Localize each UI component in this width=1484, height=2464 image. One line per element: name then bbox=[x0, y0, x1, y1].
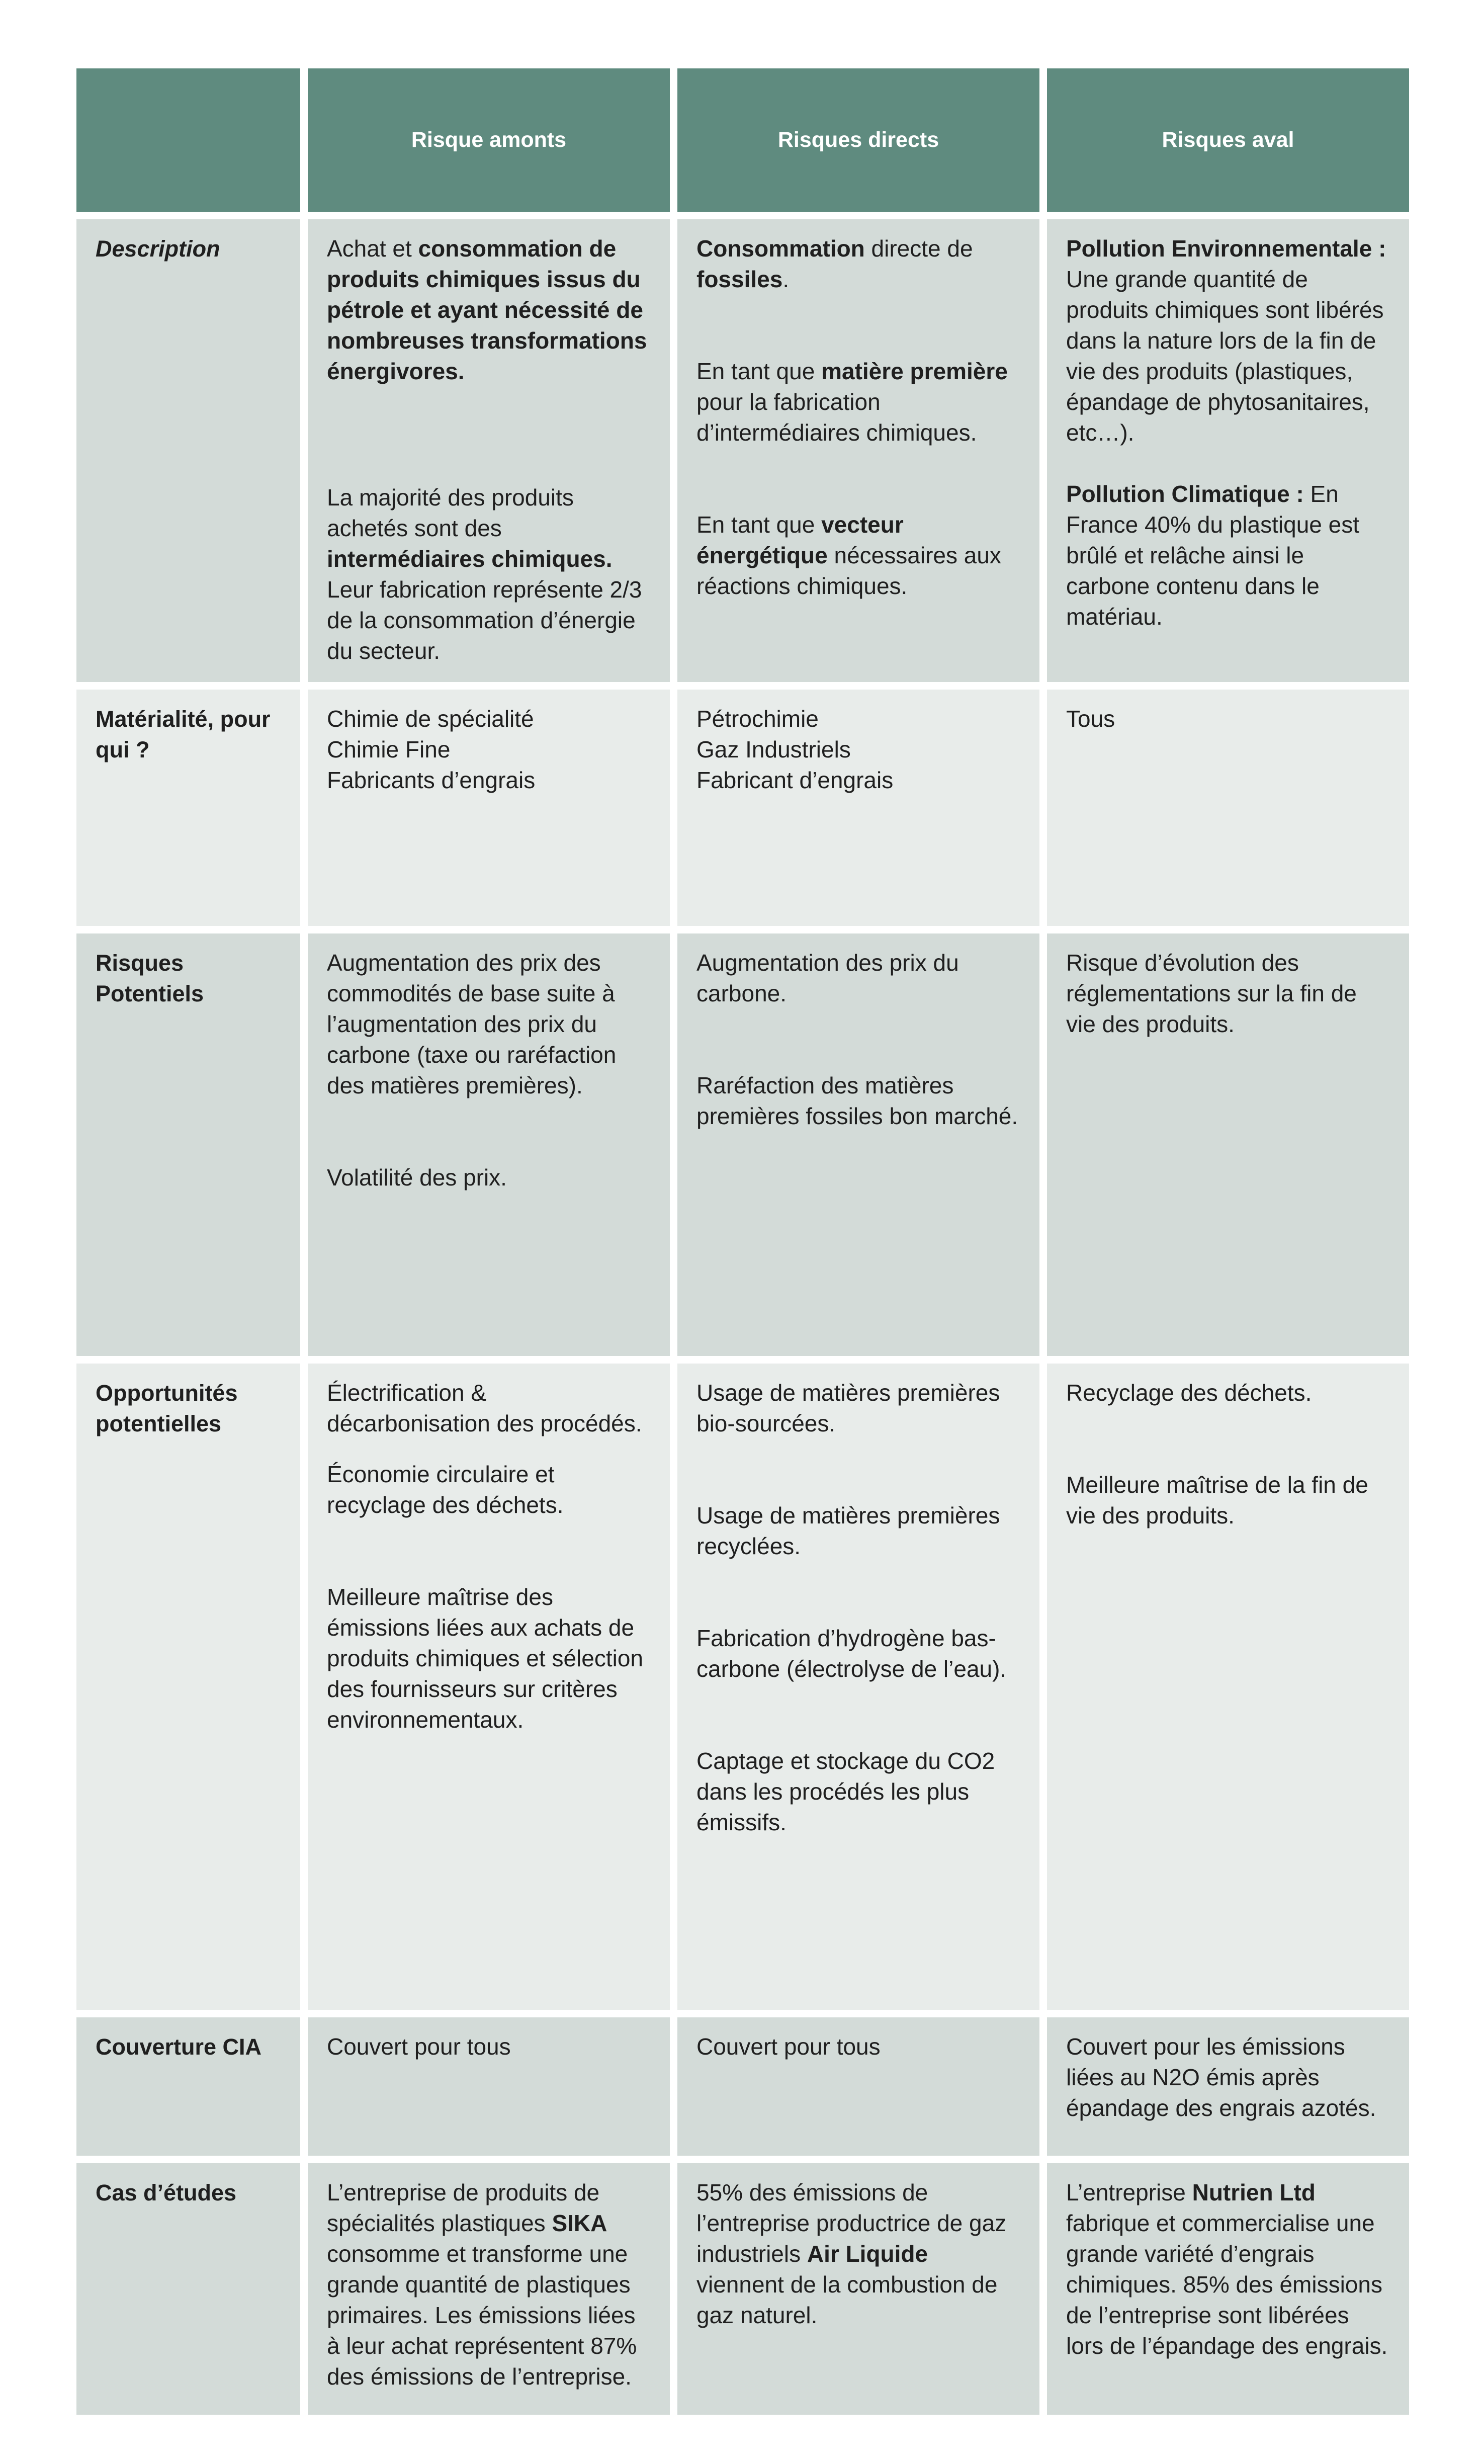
opportunites-aval bbox=[1047, 1364, 1409, 2010]
header-risques-directs: Risques directs bbox=[677, 68, 1039, 212]
row-label-couverture-cia: Couverture CIA bbox=[76, 2017, 300, 2156]
opportunites-amont-p2: Économie circulaire et recyclage des déchets. bbox=[327, 1461, 564, 1518]
description-direct-p3: En tant que vecteur énergétique nécessaires aux réactions chimiques. bbox=[696, 512, 1001, 599]
materialite-direct-item: Pétrochimie bbox=[696, 706, 819, 732]
materialite-aval bbox=[1047, 690, 1409, 926]
opportunites-direct-p3: Fabrication d’hydrogène bas-carbone (électrolyse de l’eau). bbox=[696, 1625, 1007, 1682]
description-amont bbox=[308, 219, 670, 682]
row-label-description: Description bbox=[76, 219, 300, 682]
description-amont-p2: La majorité des produits achetés sont des intermédiaires chimiques. Leur fabrication représente 2/3 de la consommation d’énergie du secteur. bbox=[327, 484, 642, 664]
cas-aval-text: L’entreprise Nutrien Ltd fabrique et commercialise une grande variété d’engrais chimiques. 85% des émissions de l’entreprise sont libérées lors de l’épandage des engrais. bbox=[1066, 2179, 1388, 2359]
materialite-amont bbox=[308, 690, 670, 926]
cas-aval bbox=[1047, 2163, 1409, 2415]
opportunites-direct bbox=[677, 1364, 1039, 2010]
row-label-materialite: Matérialité, pour qui ? bbox=[76, 690, 300, 926]
description-aval-p1: Pollution Environnementale : Une grande quantité de produits chimiques sont libérés dans la nature lors de la fin de vie des produits (plastiques, épandage de phytosanitaires, etc…). bbox=[1066, 235, 1386, 446]
risques-amont bbox=[308, 933, 670, 1356]
risques-direct bbox=[677, 933, 1039, 1356]
materialite-direct-item: Fabricant d’engrais bbox=[696, 767, 894, 793]
opportunites-aval-p2: Meilleure maîtrise de la fin de vie des produits. bbox=[1066, 1472, 1368, 1528]
description-amont-p1: Achat et consommation de produits chimiques issus du pétrole et ayant nécessité de nombreuses transformations énergivores. bbox=[327, 235, 647, 384]
header-blank-cell bbox=[76, 68, 300, 212]
opportunites-direct-p1: Usage de matières premières bio-sourcées. bbox=[696, 1380, 1000, 1436]
materialite-direct bbox=[677, 690, 1039, 926]
risques-amont-p1: Augmentation des prix des commodités de base suite à l’augmentation des prix du carbone (taxe ou raréfaction des matières premières). bbox=[327, 950, 617, 1098]
materialite-amont-item: Chimie de spécialité bbox=[327, 706, 534, 732]
row-label-opportunites: Opportunités potentielles bbox=[76, 1364, 300, 2010]
risques-aval-p1: Risque d’évolution des réglementations sur la fin de vie des produits. bbox=[1066, 950, 1357, 1037]
risques-direct-p1: Augmentation des prix du carbone. bbox=[696, 950, 959, 1006]
header-risques-aval: Risques aval bbox=[1047, 68, 1409, 212]
couverture-amont: Couvert pour tous bbox=[308, 2017, 670, 2156]
cas-amont-text: L’entreprise de produits de spécialités plastiques SIKA consomme et transforme une grande quantité de plastiques primaires. Les émissions liées à leur achat représentent 87% des émissions de l’entreprise. bbox=[327, 2179, 637, 2390]
opportunites-direct-p2: Usage de matières premières recyclées. bbox=[696, 1502, 1000, 1559]
cas-direct bbox=[677, 2163, 1039, 2415]
materialite-direct-item: Gaz Industriels bbox=[696, 736, 851, 762]
materialite-amont-item: Fabricants d’engrais bbox=[327, 767, 536, 793]
row-label-risques-potentiels: Risques Potentiels bbox=[76, 933, 300, 1356]
cas-direct-text: 55% des émissions de l’entreprise productrice de gaz industriels Air Liquide viennent de la combustion de gaz naturel. bbox=[696, 2179, 1007, 2328]
couverture-aval: Couvert pour les émissions liées au N2O émis après épandage des engrais azotés. bbox=[1047, 2017, 1409, 2156]
opportunites-amont-p1: Électrification & décarbonisation des procédés. bbox=[327, 1380, 642, 1436]
cas-amont bbox=[308, 2163, 670, 2415]
description-direct-p2: En tant que matière première pour la fabrication d’intermédiaires chimiques. bbox=[696, 358, 1008, 446]
materialite-aval-item: Tous bbox=[1066, 706, 1115, 732]
risques-direct-p2: Raréfaction des matières premières fossiles bon marché. bbox=[696, 1072, 1018, 1129]
description-aval-p2: Pollution Climatique : En France 40% du plastique est brûlé et relâche ainsi le carbone contenu dans le matériau. bbox=[1066, 481, 1360, 630]
header-risque-amonts: Risque amonts bbox=[308, 68, 670, 212]
opportunites-aval-p1: Recyclage des déchets. bbox=[1066, 1380, 1312, 1406]
opportunites-amont bbox=[308, 1364, 670, 2010]
opportunites-amont-p3: Meilleure maîtrise des émissions liées aux achats de produits chimiques et sélection des fournisseurs sur critères environnementaux. bbox=[327, 1584, 643, 1733]
materialite-amont-item: Chimie Fine bbox=[327, 736, 451, 762]
description-direct bbox=[677, 219, 1039, 682]
description-aval bbox=[1047, 219, 1409, 682]
risques-amont-p2: Volatilité des prix. bbox=[327, 1164, 507, 1191]
risk-table bbox=[76, 68, 1409, 2415]
description-direct-p1: Consommation directe de fossiles. bbox=[696, 235, 973, 292]
risques-aval bbox=[1047, 933, 1409, 1356]
row-label-cas-etudes: Cas d’études bbox=[76, 2163, 300, 2415]
couverture-direct: Couvert pour tous bbox=[677, 2017, 1039, 2156]
opportunites-direct-p4: Captage et stockage du CO2 dans les procédés les plus émissifs. bbox=[696, 1748, 995, 1835]
